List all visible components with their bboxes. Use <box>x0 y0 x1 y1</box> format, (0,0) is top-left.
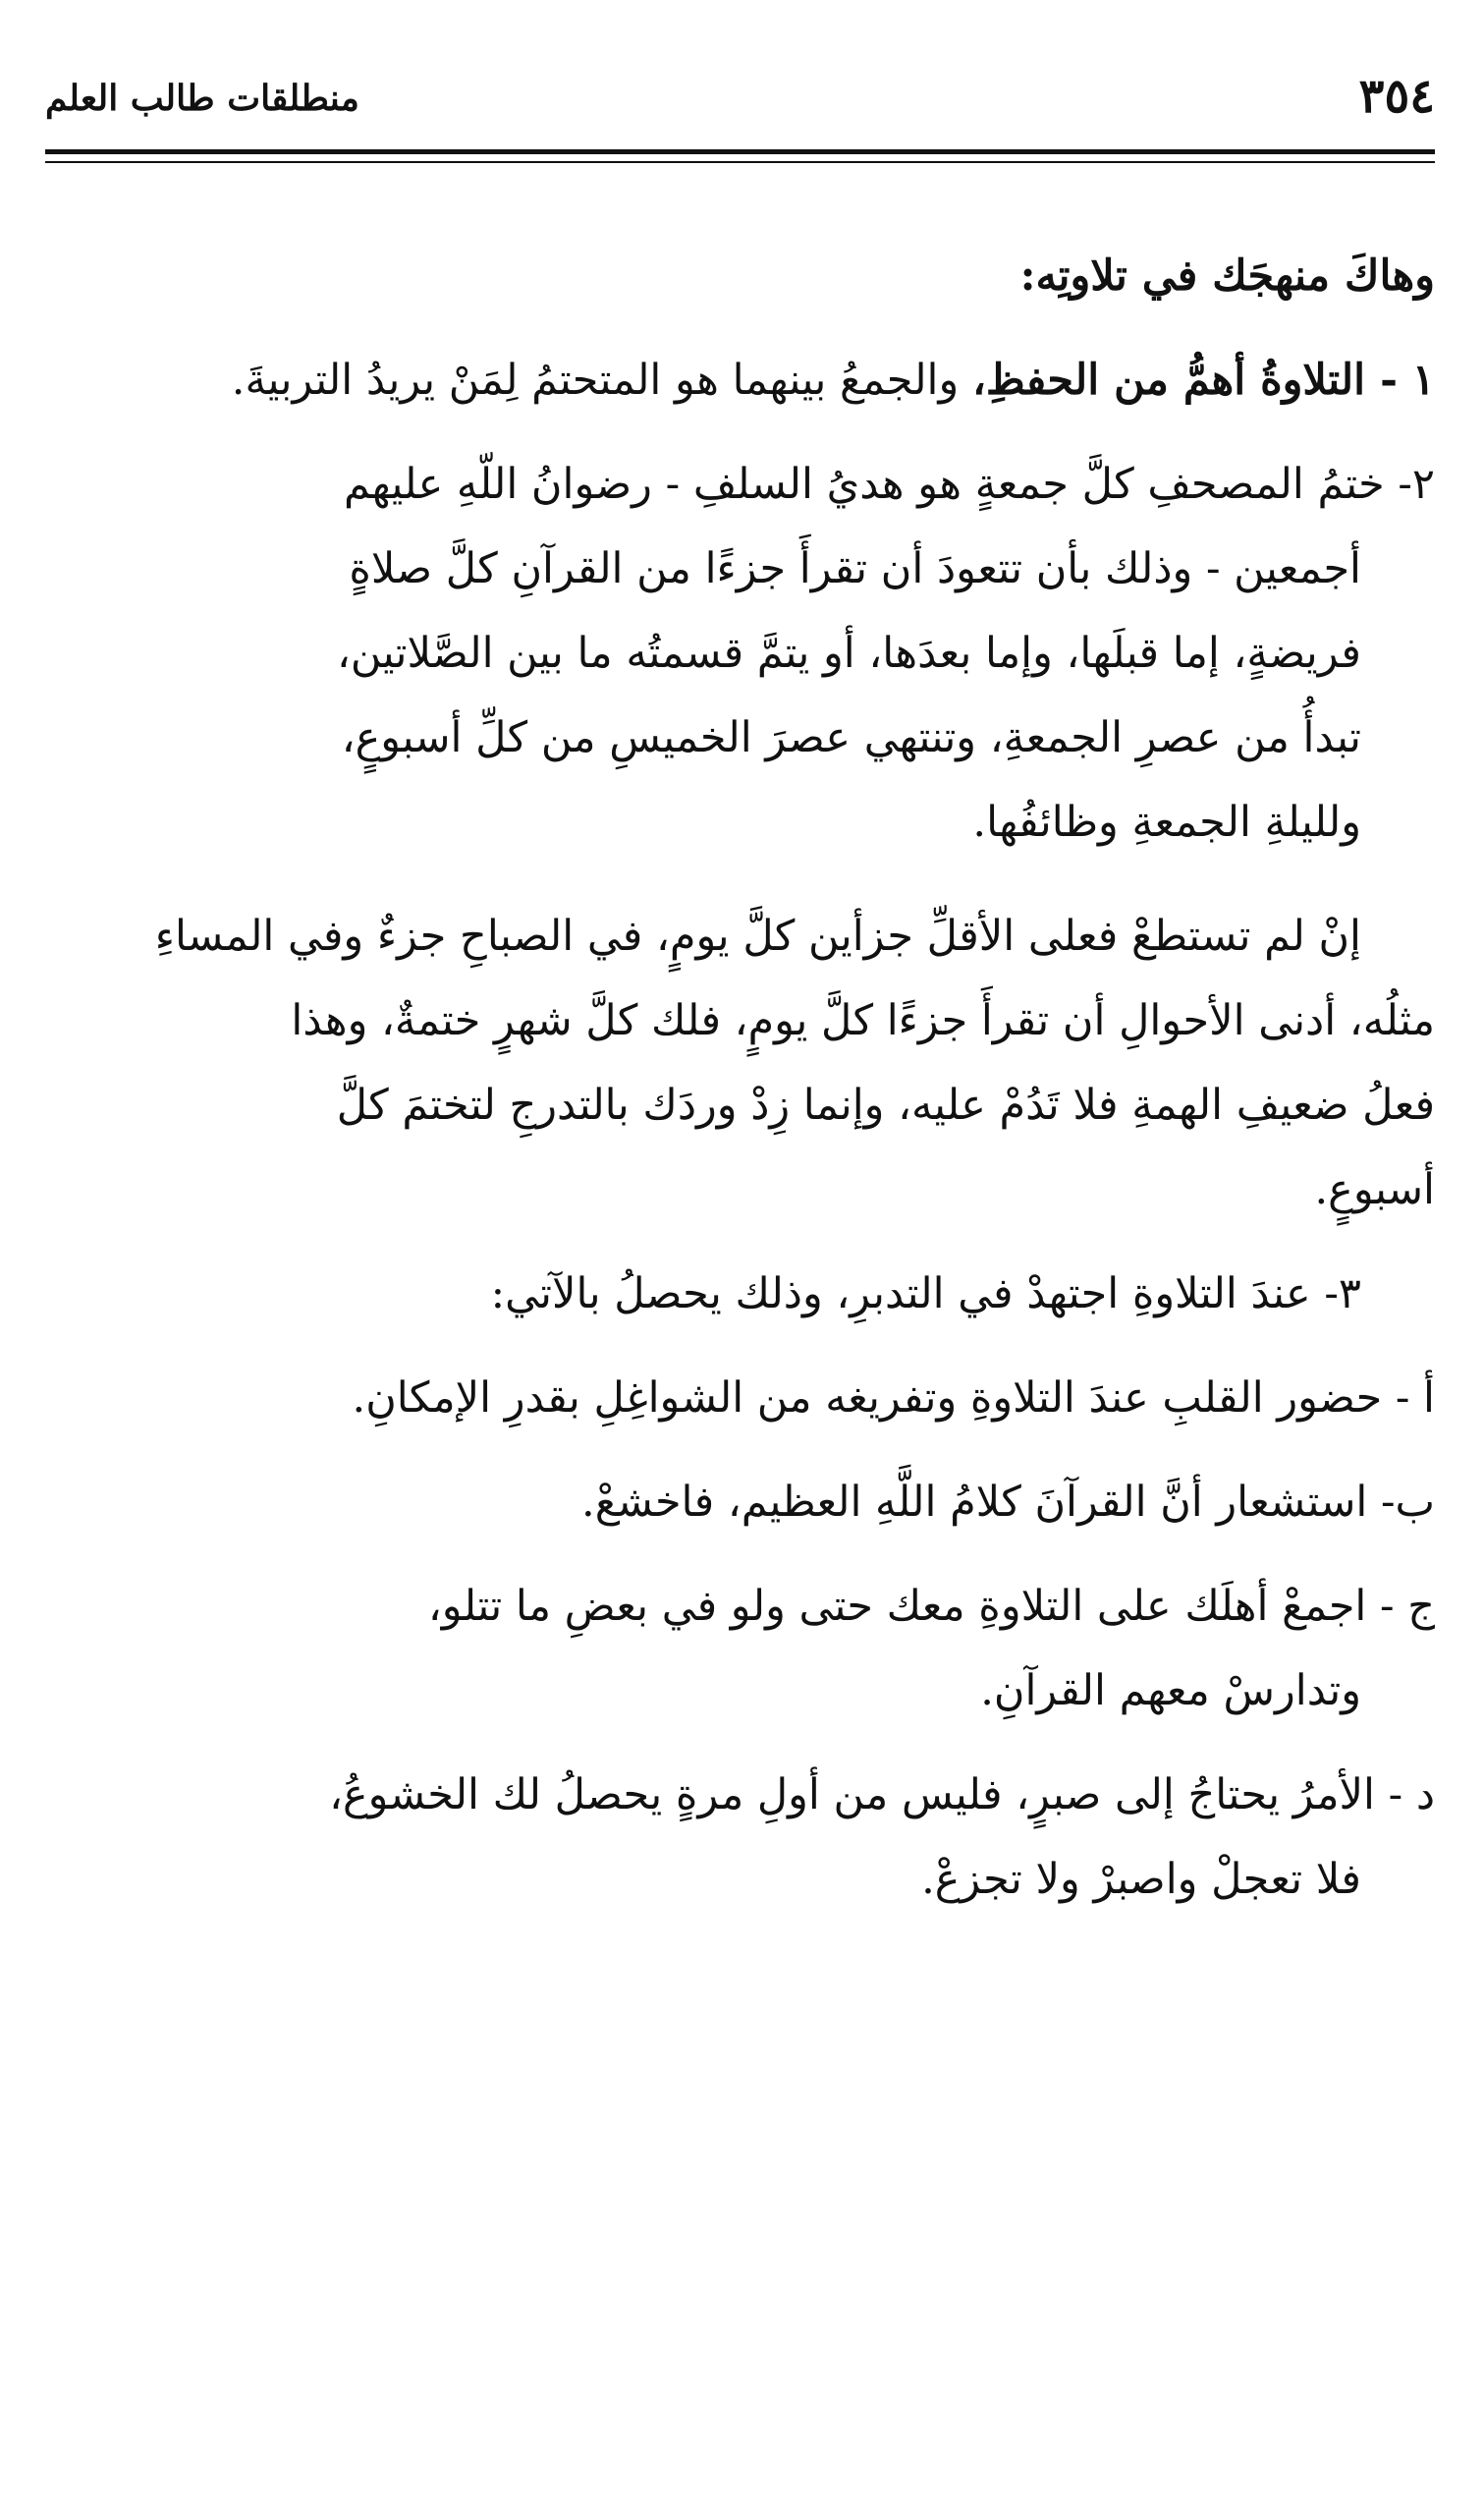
paragraph-line: فعلُ ضعيفِ الهمةِ فلا تَدُمْ عليه، وإنما زِدْ وردَك بالتدرجِ لتختمَ كلَّ <box>336 1081 1435 1130</box>
list-item-2 <box>45 442 1435 865</box>
section-intro: وهاكَ منهجَك في تلاوتِه: <box>1019 252 1435 301</box>
item-2-line: فريضةٍ، إما قبلَها، وإما بعدَها، أو يتمَّ قسمتُه ما بين الصَّلاتين، <box>336 629 1361 678</box>
sub-item-c-line: ج - اجمعْ أهلَك على التلاوةِ معك حتى ولو في بعضِ ما تتلو، <box>427 1582 1435 1631</box>
header-rule-thick <box>45 149 1435 154</box>
list-item-1 <box>45 338 1435 422</box>
body-paragraph <box>45 894 1435 1232</box>
sub-item-d-line: د - الأمرُ يحتاجُ إلى صبرٍ، فليس من أولِ مرةٍ يحصلُ لك الخشوعُ، <box>329 1770 1435 1819</box>
item-1-heading: ١ - التلاوةُ أهمُّ من الحفظِ، <box>971 356 1435 405</box>
paragraph-line: أسبوعٍ. <box>1314 1165 1435 1214</box>
spacer <box>45 1232 1435 1252</box>
sub-item-b: ب- استشعار أنَّ القرآنَ كلامُ اللَّهِ العظيم، فاخشعْ. <box>581 1478 1435 1527</box>
item-2-line: تبدأُ من عصرِ الجمعةِ، وتنتهي عصرَ الخميسِ من كلِّ أسبوعٍ، <box>341 713 1361 762</box>
sub-item-c <box>45 1564 1435 1733</box>
paragraph-line: إنْ لم تستطعْ فعلى الأقلِّ جزأين كلَّ يومٍ، في الصباحِ جزءٌ وفي المساءِ <box>154 912 1361 961</box>
spacer <box>45 1733 1435 1753</box>
paragraph-line: مثلُه، أدنى الأحوالِ أن تقرأَ جزءًا كلَّ يومٍ، فلك كلَّ شهرٍ ختمةٌ، وهذا <box>291 996 1435 1045</box>
spacer <box>45 865 1435 894</box>
spacer <box>45 1336 1435 1356</box>
spacer <box>45 1440 1435 1460</box>
item-2-line: ولليلةِ الجمعةِ وظائفُها. <box>972 798 1361 847</box>
spacer <box>45 318 1435 338</box>
spacer <box>45 1544 1435 1564</box>
list-item-3: ٣- عندَ التلاوةِ اجتهدْ في التدبرِ، وذلك يحصلُ بالآتي: <box>490 1269 1361 1318</box>
item-1-text: والجمعُ بينهما هو المتحتمُ لِمَنْ يريدُ التربيةَ. <box>231 356 972 405</box>
sub-item-c-line: وتدارسْ معهم القرآنِ. <box>980 1666 1361 1715</box>
page-header <box>45 0 1435 187</box>
page-number: ٣٥٤ <box>1358 69 1435 124</box>
sub-item-d <box>45 1753 1435 1922</box>
sub-item-d-line: فلا تعجلْ واصبرْ ولا تجزعْ. <box>921 1855 1361 1904</box>
sub-item-a: أ - حضور القلبِ عندَ التلاوةِ وتفريغه من الشواغِلِ بقدرِ الإمكانِ. <box>352 1373 1435 1423</box>
header-rule-thin <box>45 161 1435 163</box>
spacer <box>45 422 1435 442</box>
running-title: منطلقات طالب العلم <box>45 78 359 119</box>
page-body <box>45 234 1435 1922</box>
item-2-line: أجمعين - وذلك بأن تتعودَ أن تقرأَ جزءًا من القرآنِ كلَّ صلاةٍ <box>349 544 1361 593</box>
item-2-line: ٢- ختمُ المصحفِ كلَّ جمعةٍ هو هديُ السلفِ - رضوانُ اللّهِ عليهم <box>343 460 1435 509</box>
